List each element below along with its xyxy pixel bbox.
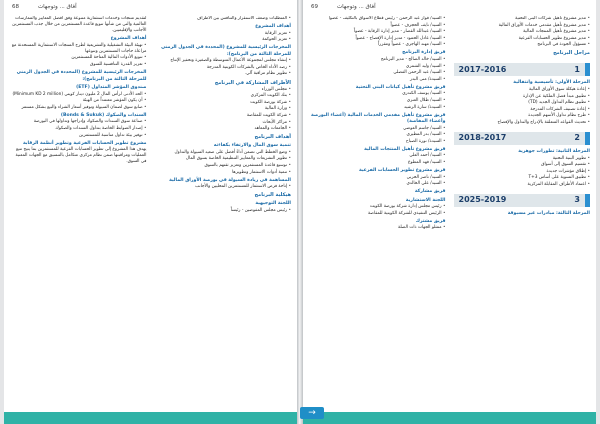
left-page-number: 68 <box>12 4 19 10</box>
sub-heading: مشروع تطوير الحسابات الفرعية وتطوير أنظمة الرقابة <box>22 140 147 146</box>
bullet-item: • توفير بيئة تداول مناسبة للمستثمرين <box>10 133 147 139</box>
bullet-item: • إطلاق مؤشرات جديدة <box>454 169 591 175</box>
paragraph: لتقديم منتجات وخدمات استثمارية متنوعة وفق أفضل المعايير والممارسات العالمية والتي من شأنها تنويع قاعدة المستثمرين من خلال جذب المستثمرين الأجانب والإقليميين. <box>12 16 147 34</box>
right-page-column-2 <box>309 16 446 402</box>
sub-heading: فريق إدارة البرنامج <box>402 50 446 56</box>
section-heading: مراحل البرنامج <box>553 50 590 57</box>
phase-number: 3 <box>574 195 580 205</box>
bullet-item: • ممثلو الجهات ذات الصلة <box>309 225 446 231</box>
sub-heading: صندوق المؤشر المتداول (ETF) <box>76 85 147 91</box>
bullet-item: • تطوير نظام مراقبة آلي. <box>155 71 292 77</box>
bullet-item: • الجامعات والمعاهد <box>155 126 292 132</box>
right-footer-band <box>303 412 596 424</box>
phase-number: 1 <box>574 64 580 74</box>
sub-heading: المرحلة الأولى: تأسيسية وانتقالية <box>513 80 590 86</box>
bullet-item: • تعزيز الحوكمة <box>155 37 292 43</box>
sub-heading: فريق مشروع تأهيل مقدمي الخدمات المالية (أعضاء البورصة وأعضاء المقاصة) <box>311 112 446 125</box>
bullet-item: • توسيع قاعدة المستثمرين وتعزيز ثقتهم بالسوق <box>155 163 292 169</box>
bullet-item: • السيد/ مهند الهاجري - عضواً ومقرراً <box>309 42 446 48</box>
sub-heading: فريق مشروع تطوير الحسابات الفرعية <box>359 168 446 174</box>
phase-bar <box>454 194 591 207</box>
left-page-column-1 <box>155 16 292 402</box>
bullet-item: • تهيئة البيئة التشغيلية والتشريعية لطرح المنتجات الاستثمارية المستحدثة مع مراعاة حاجات المستثمرين وتنوعها <box>10 43 147 55</box>
sub-heading: المرحلة الثانية: تطورات جوهرية <box>518 149 590 155</box>
bullet-item: • تنويع الأدوات المالية المتاحة للمستثمرين <box>10 55 147 61</box>
bullet-item: • السيد/ بدر المطيري <box>309 132 446 138</box>
bullet-item: • إتاحة فرص الاستثمار للمستثمرين المحليين والأجانب <box>155 184 292 190</box>
bullet-item: • رئيس مجلس المفوضين - رئيساً <box>155 208 292 214</box>
left-page <box>4 0 297 424</box>
bullet-item: • تطبيق مبدأ فصل الملكية عن الإدارة <box>454 94 591 100</box>
sub-heading: المرحلة الثالثة: مبادرات غير مسبوقة <box>507 211 590 216</box>
bullet-item: • السيد/ عبدالله القصار - مدير إدارة الرقابة - عضواً <box>309 29 446 35</box>
bullet-item: • رئيس مجلس إدارة شركة بورصة الكويت <box>309 204 446 210</box>
left-footer-band <box>4 412 297 424</box>
sub-heading: المخرجات الرئيسية للمشروع (المحددة في الجدول الزمني للمرحلة الثالثة من البرنامج): <box>16 70 147 82</box>
bullet-item: • السيدة/ نورة الصباح <box>309 139 446 145</box>
bullet-item: • أن يكون المؤشر معتمداً من الهيئة <box>10 98 147 104</box>
bullet-item: • السيد/ نايف الحجرف - عضواً <box>309 23 446 29</box>
section-heading: الأطراف المشاركة في البرنامج <box>214 79 291 86</box>
phase-years: 2025-2019 <box>458 195 507 205</box>
bullet-item: • تنمية أدوات الاستثمار وتطويرها <box>155 170 292 176</box>
bullet-item: • مدير مشروع تطوير الحسابات الفرعية <box>454 36 591 42</box>
bullet-item: • تعزيز الرقابة <box>155 31 292 37</box>
bullet-item: • بنك الكويت المركزي <box>155 93 292 99</box>
bullet-item: • السيد/ طلال العنزي <box>309 98 446 104</box>
phase-years: 2017-2016 <box>458 64 507 74</box>
right-page-title: آفاق ... وتوجهات <box>337 4 376 10</box>
left-page-column-2 <box>10 16 147 402</box>
bullet-item: • الحد الأدنى لرأس المال 2 مليون دينار كويتي (Minimum KD 2 million) <box>10 92 147 98</box>
sub-heading: اللجنة الاستشارية <box>405 197 446 203</box>
bullet-item: • تقسيم السوق إلى أسواق <box>454 162 591 168</box>
bullet-item: • السيد/ فواز عبد الرحمن - رئيس قطاع الأسواق بالتكليف - عضواً <box>309 16 446 22</box>
bullet-item: • السيد/ فهد المطوع <box>309 160 446 166</box>
phase-number: 2 <box>574 133 580 143</box>
bullet-item: • مدير مشروع تأهيل مقدمي خدمات الأوراق المالية <box>454 23 591 29</box>
bullet-item: • السيد/ عبد الرحمن الفضلي <box>309 70 446 76</box>
bullet-item: • إصدار الضوابط الخاصة بتداول السندات والصكوك <box>10 126 147 132</box>
section-heading: أهداف البرنامج <box>254 134 291 141</box>
bullet-item: • السيدة/ سارة الرشيد <box>309 105 446 111</box>
sub-heading: فريق مشاركة <box>414 189 446 195</box>
right-page <box>303 0 596 424</box>
bullet-item: • تطوير البنية التحتية <box>454 156 591 162</box>
sub-heading: اللجنة التوجيهية <box>255 201 291 207</box>
bullet-item: • السيد/ يوسف الكندري <box>309 91 446 97</box>
bullet-item: • تطبيق التسوية على أساس T+3 <box>454 175 591 181</box>
bullet-item: • اعتماد الأطراف المقابلة المركزية <box>454 182 591 188</box>
right-page-columns <box>309 16 590 402</box>
section-heading: هيكلية البرنامج <box>254 192 291 199</box>
left-page-title: آفاق ... وتوجهات <box>38 4 77 10</box>
bullet-item: • السيد/ أحمد العلي <box>309 153 446 159</box>
bullet-item: • وضع الخطط التي تضمن أداءً أفضل على صعيد السيولة والتداول <box>155 150 292 156</box>
sub-heading: السندات والصكوك (Bonds & Sukuk) <box>60 112 147 118</box>
sub-heading: أهداف المشروع <box>110 36 147 42</box>
phase-bar <box>454 63 591 76</box>
right-page-header <box>303 0 596 14</box>
sub-heading: أهداف المشروع <box>255 24 291 30</box>
sub-heading: فريق مشروع تأهيل كيانات البنى التحتية <box>355 84 446 90</box>
phase-bar <box>454 132 591 145</box>
right-page-column-1 <box>454 16 591 402</box>
bullet-item: • وزارة المالية <box>155 106 292 112</box>
bullet-item: • تحديث القواعد المتعلقة بالإدراج والتداول والإفصاح <box>454 120 591 126</box>
bullet-item: • مدير مشروع تأهيل المنتجات المالية <box>454 29 591 35</box>
bullet-item: • المتطلبات وضعف الاستقرار والتنافس بين الأطراف <box>155 16 292 22</box>
bullet-item: • السيد/ جاسم العوضي <box>309 126 446 132</box>
bullet-item: • الرئيس التنفيذي للشركة الكويتية للمقاصة <box>309 211 446 217</box>
right-page-number: 69 <box>311 4 318 10</box>
bullet-item: • شركة بورصة الكويت <box>155 100 292 106</box>
bullet-item: • السيد/ علي الخالدي <box>309 181 446 187</box>
bullet-item: • السيد/ عادل الحمود - مدير إدارة الإفصاح - عضواً <box>309 36 446 42</box>
sub-heading: فريق مشروع تأهيل المنتجات المالية <box>364 146 446 152</box>
bullet-item: • تطبيق نظام التداول الجديد (TD) <box>454 100 591 106</box>
sub-heading: تنمية سوق المال والارتقاء بكفاءته <box>213 143 291 149</box>
bullet-item: • صانع سوق لضمان السيولة وتوفير أسعار الشراء والبيع بشكل مستمر <box>10 105 147 111</box>
left-page-columns <box>10 16 291 402</box>
left-page-header <box>4 0 297 14</box>
bullet-item: • إنشاء مجلس لمجموعة الأعمال المتوسطة والصغيرة وتحفيز الإنتاج <box>155 58 292 64</box>
bullet-item: • مراكز الأبحاث <box>155 120 292 126</box>
paragraph: يهدف هذا المشروع إلى تطوير الحسابات الفرعية للمستثمرين بما يتيح تتبع العمليات ومراقبتها ضمن نظام مركزي متكامل بالتنسيق مع الجهات المعنية في السوق. <box>15 147 147 165</box>
bullet-item: • السيد/ ناصر الحربي <box>309 175 446 181</box>
sub-heading: المخرجات الرئيسية للمشروع (المحددة في الجدول الزمني للمرحلة الثالثة من البرنامج): <box>161 45 291 57</box>
bullet-item: • مدير مشروع تأهيل شركات البنى التحتية <box>454 16 591 22</box>
next-page-button[interactable]: → <box>300 407 324 419</box>
bullet-item: • طرح نظام تداول الأسهم الجديدة <box>454 113 591 119</box>
phase-years: 2018-2017 <box>458 133 507 143</box>
bullet-item: • السيدة/ منى البدر <box>309 77 446 83</box>
bullet-item: • السيد/ خالد الصالح - مدير البرنامج <box>309 57 446 63</box>
bullet-item: • مجلس الوزراء <box>155 87 292 93</box>
bullet-item: • تعزيز القدرة التنافسية للسوق <box>10 62 147 68</box>
sub-heading: فريق مشترك <box>415 218 446 224</box>
sub-heading: المساهمة في زيادة السيولة في بورصة الأوراق المالية <box>169 177 291 183</box>
bullet-item: • شركة الكويت للمقاصة <box>155 113 292 119</box>
bullet-item: • إعادة هيكلة سوق الأوراق المالية <box>454 87 591 93</box>
bullet-item: • رصد الأداء الخاص بالشركات الكويتية المدرجة <box>155 65 292 71</box>
bullet-item: • مسؤول الجودة في البرنامج <box>454 42 591 48</box>
bullet-item: • السيد/ وليد الشمري <box>309 64 446 70</box>
bullet-item: • إعادة تصنيف الشركات المدرجة <box>454 107 591 113</box>
bullet-item: • صناعة سوق السندات والصكوك وإدراجها وتداولها في البورصة <box>10 119 147 125</box>
bullet-item: • تطوير التشريعات والمعايير التنظيمية الخاصة بسوق المال <box>155 156 292 162</box>
